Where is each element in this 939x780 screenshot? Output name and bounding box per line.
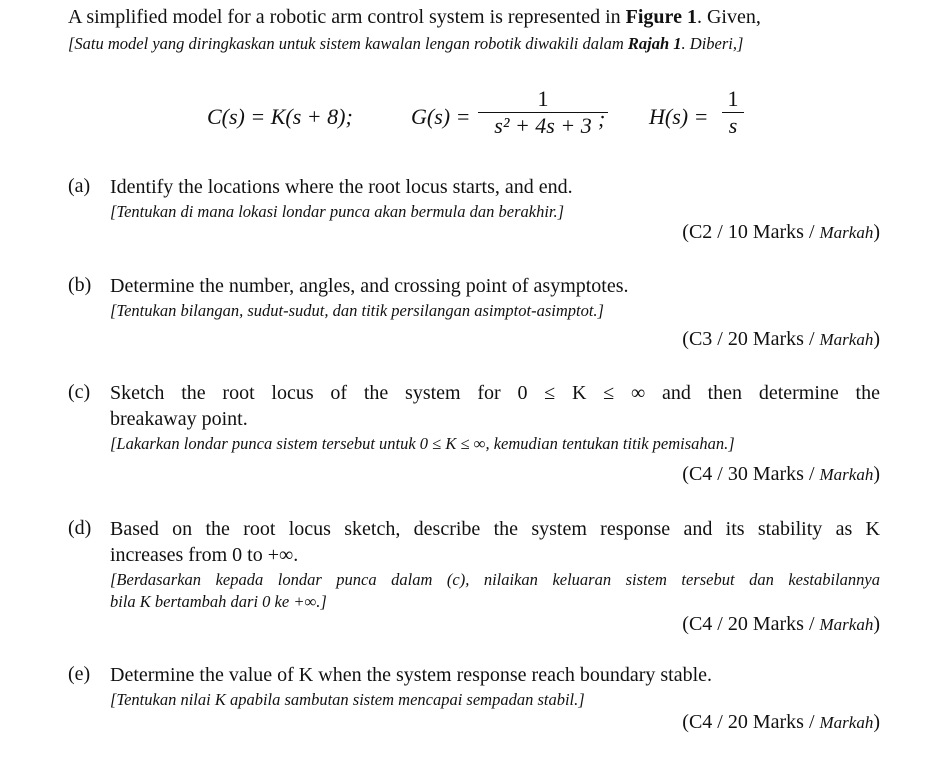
question-text-en: Identify the locations where the root locus starts, and end. — [110, 176, 573, 198]
intro-en-suffix: . Given, — [696, 6, 761, 28]
marks-label: (C4 / 30 Marks / Markah) — [682, 463, 880, 485]
question-text-ms: [Lakarkan londar punca sistem tersebut untuk 0 ≤ K ≤ ∞, kemudian tentukan titik pemisahan.] — [110, 434, 735, 453]
intro-ms-text: [Satu model yang diringkaskan untuk sistem kawalan lengan robotik diwakili dalam — [68, 34, 628, 53]
intro-ms-suffix: . Diberi,] — [681, 34, 744, 53]
question-text-ms-line1: [Berdasarkan kepada londar punca dalam (c), nilaikan keluaran sistem tersebut dan kestabilannya — [110, 570, 880, 589]
feedback-numerator: 1 — [727, 86, 739, 111]
intro-en-text: A simplified model for a robotic arm control system is represented in — [68, 6, 626, 28]
question-letter: (e) — [68, 663, 91, 685]
question-text-en: Determine the number, angles, and crossing point of asymptotes. — [110, 275, 629, 297]
question-text-en-line2: increases from 0 to +∞. — [110, 544, 299, 566]
question-text-en-line1: Based on the root locus sketch, describe the system response and its stability as K — [110, 518, 880, 540]
marks-label: (C3 / 20 Marks / Markah) — [682, 328, 880, 350]
feedback-fraction — [722, 86, 744, 139]
marks-label: (C4 / 20 Marks / Markah) — [682, 613, 880, 635]
question-text-ms-line2: bila K bertambah dari 0 ke +∞.] — [110, 592, 327, 611]
question-letter: (d) — [68, 517, 92, 539]
question-text-en-line1: Sketch the root locus of the system for 0 ≤ K ≤ ∞ and then determine the — [110, 382, 880, 404]
question-letter: (a) — [68, 175, 91, 197]
controller-equation: C(s) = K(s + 8); — [207, 104, 353, 129]
marks-label: (C2 / 10 Marks / Markah) — [682, 221, 880, 243]
rajah-reference: Rajah 1 — [627, 34, 682, 53]
marks-label: (C4 / 20 Marks / Markah) — [682, 711, 880, 733]
feedback-denominator: s — [728, 113, 738, 138]
plant-fraction — [478, 86, 608, 139]
question-letter: (c) — [68, 381, 91, 403]
plant-numerator: 1 — [537, 86, 549, 111]
question-letter: (b) — [68, 274, 92, 296]
plant-denominator: s² + 4s + 3 — [494, 113, 592, 138]
intro-english — [68, 6, 761, 29]
intro-malay — [68, 34, 743, 54]
plant-equation-lhs: G(s) = — [411, 104, 471, 129]
question-text-ms: [Tentukan bilangan, sudut-sudut, dan titik persilangan asimptot-asimptot.] — [110, 301, 604, 320]
question-text-ms: [Tentukan di mana lokasi londar punca akan bermula dan berakhir.] — [110, 202, 565, 221]
question-text-ms: [Tentukan nilai K apabila sambutan sistem mencapai sempadan stabil.] — [110, 690, 585, 709]
question-text-en-line2: breakaway point. — [110, 408, 248, 430]
feedback-equation-lhs: H(s) = — [649, 104, 709, 129]
plant-separator: ; — [598, 106, 606, 131]
figure-reference: Figure 1 — [625, 6, 697, 28]
question-text-en: Determine the value of K when the system response reach boundary stable. — [110, 664, 713, 686]
